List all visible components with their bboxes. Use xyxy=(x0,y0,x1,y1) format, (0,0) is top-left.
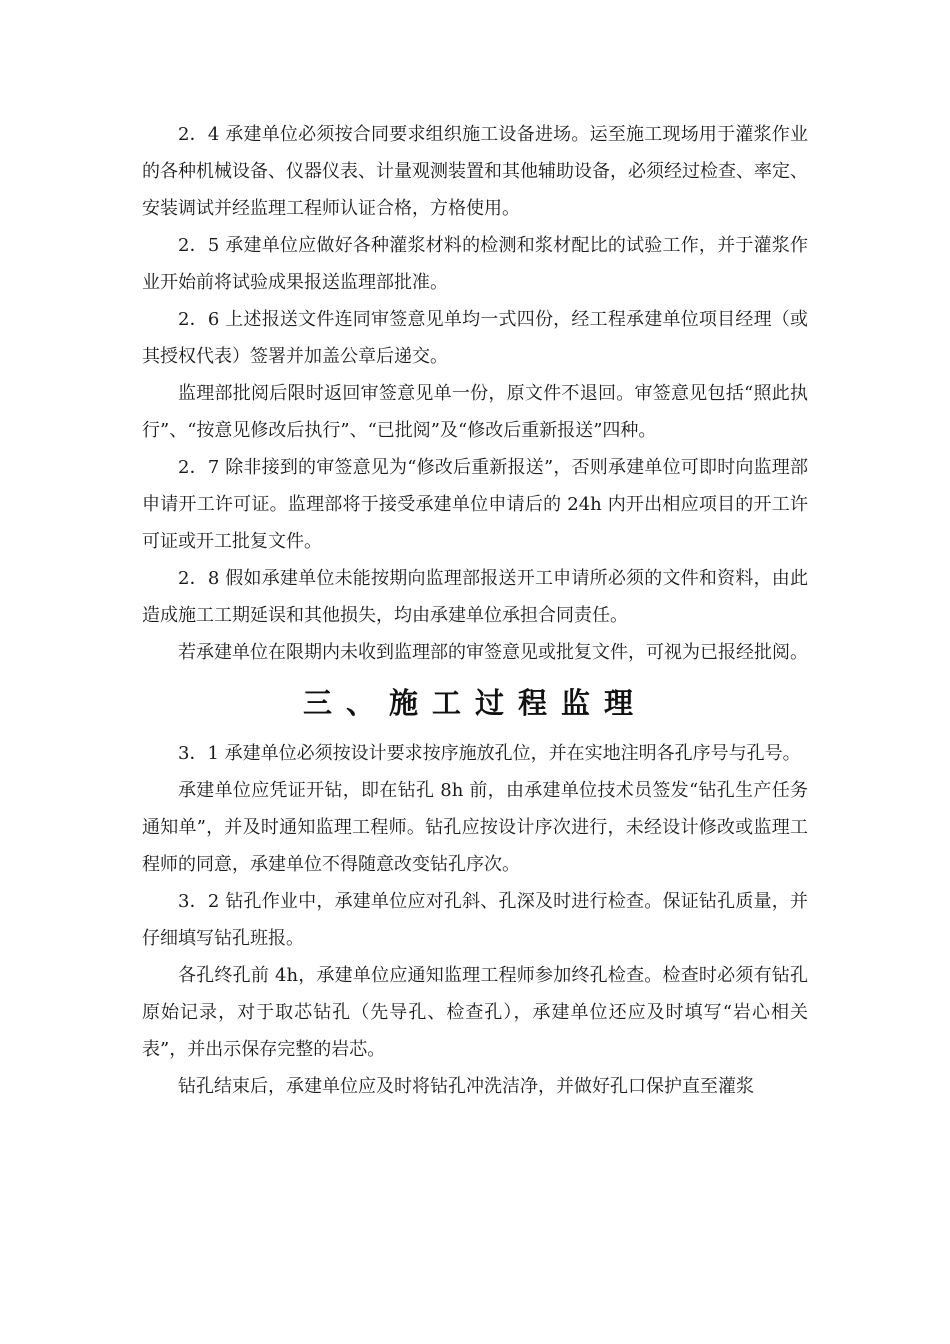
paragraph-2-7: 2．7 除非接到的审签意见为“修改后重新报送”，否则承建单位可即时向监理部申请开工许可证。监理部将于接受承建单位申请后的 24h 内开出相应项目的开工许可证或开工批复文件。 xyxy=(142,457,808,552)
paragraph-hole-flushing: 钻孔结束后，承建单位应及时将钻孔冲洗洁净，并做好孔口保护直至灌浆 xyxy=(178,1076,754,1097)
paragraph-final-hole-check: 各孔终孔前 4h，承建单位应通知监理工程师参加终孔检查。检查时必须有钻孔原始记录，对于取芯钻孔（先导孔、检查孔），承建单位还应及时填写“岩心相关表”，并出示保存完整的岩芯。 xyxy=(142,965,808,1060)
paragraph-3-2: 3．2 钻孔作业中，承建单位应对孔斜、孔深及时进行检查。保证钻孔质量，并仔细填写钻孔班报。 xyxy=(142,891,808,949)
paragraph-2-4: 2．4 承建单位必须按合同要求组织施工设备进场。运至施工现场用于灌浆作业的各种机械设备、仪器仪表、计量观测装置和其他辅助设备，必须经过检查、率定、安装调试并经监理工程师认证合格，方格使用。 xyxy=(142,124,808,219)
paragraph-review-opinions: 监理部批阅后限时返回审签意见单一份，原文件不退回。审签意见包括“照此执行”、“按意见修改后执行”、“已批阅”及“修改后重新报送”四种。 xyxy=(142,383,808,441)
document-body xyxy=(142,116,808,1105)
paragraph-deemed-approved: 若承建单位在限期内未收到监理部的审签意见或批复文件，可视为已报经批阅。 xyxy=(178,642,808,663)
paragraph-2-6: 2．6 上述报送文件连同审签意见单均一式四份，经工程承建单位项目经理（或其授权代表）签署并加盖公章后递交。 xyxy=(142,309,808,367)
paragraph-2-8: 2．8 假如承建单位未能按期向监理部报送开工申请所必须的文件和资料，由此造成施工工期延误和其他损失，均由承建单位承担合同责任。 xyxy=(142,568,808,626)
paragraph-2-5: 2．5 承建单位应做好各种灌浆材料的检测和浆材配比的试验工作，并于灌浆作业开始前将试验成果报送监理部批准。 xyxy=(142,235,808,293)
section-heading: 三、施工过程监理 xyxy=(302,686,647,720)
paragraph-drilling-notice: 承建单位应凭证开钻，即在钻孔 8h 前，由承建单位技术员签发“钻孔生产任务通知单”，并及时通知监理工程师。钻孔应按设计序次进行，未经设计修改或监理工程师的同意，承建单位不得随意改变钻孔序次。 xyxy=(142,780,808,875)
paragraph-3-1: 3．1 承建单位必须按设计要求按序施放孔位，并在实地注明各孔序号与孔号。 xyxy=(178,743,801,764)
